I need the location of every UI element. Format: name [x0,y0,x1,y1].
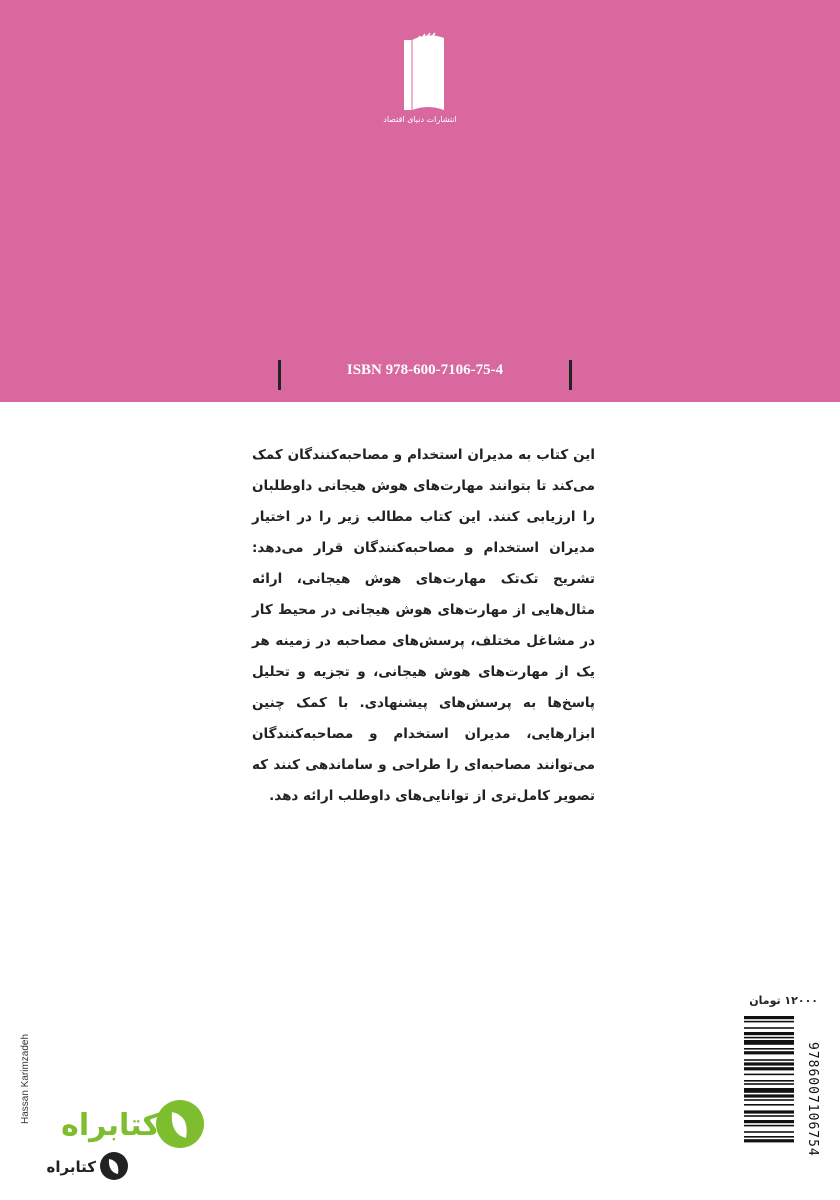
isbn-left-bar [278,360,281,390]
isbn-right-bar [569,360,572,390]
barcode-stripe [744,1136,794,1138]
ketabrah-leaf-icon [156,1100,204,1148]
cover-top-panel [0,0,840,402]
barcode-stripe [744,1080,794,1082]
barcode-stripe [744,1040,794,1045]
barcode-stripe [744,1104,794,1106]
barcode-stripe [744,1027,794,1029]
barcode-stripe [744,1059,794,1061]
barcode-stripe [744,1048,794,1050]
barcode-stripe [744,1083,794,1085]
barcode-stripe [744,1120,794,1123]
barcode-stripe [744,1088,794,1093]
barcode-digits: 9786007106754 [805,1041,820,1157]
publisher-name: انتشارات دنیای اقتصاد [383,115,457,124]
book-description: این کتاب به مدیران استخدام و مصاحبه‌کنندگان کمک می‌کند تا بتوانند مهارت‌های هوش هیجانی داوطلبان را ارزیابی کنند. این کتاب مطالب زیر را در اختیار مدیران استخدام و مصاحبه‌کنندگان قرار می‌دهد: تشریح تک‌تک مهارت‌های هوش هیجانی، ارائه مثال‌هایی از مهارت‌های هوش هیجانی در محیط کار در مشاغل مختلف، پرسش‌های مصاحبه در زمینه هر یک از مهارت‌های هوش هیجانی، و تجزیه و تحلیل پاسخ‌ها به پرسش‌های پیشنهادی. با کمک چنین ابزارهایی، مدیران استخدام و مصاحبه‌کنندگان می‌توانند مصاحبه‌ای را طراحی و ساماندهی کنند که تصویر کامل‌تری از توانایی‌های داوطلب ارائه دهد. [252,447,595,804]
barcode-stripe [744,1094,794,1097]
barcode-stripe [744,1032,794,1035]
barcode-stripe [744,1110,794,1113]
price-label: ۱۲۰۰۰ تومان [749,994,818,1007]
barcode-stripe [744,1139,794,1142]
barcode-stripe [744,1051,794,1054]
barcode-stripe [744,1067,794,1070]
barcode-stripe [744,1115,794,1117]
barcode-stripe [744,1016,794,1019]
barcode-stripe [744,1037,794,1039]
designer-credit: Hassan Karimzadeh [20,1033,31,1124]
barcode-stripe [744,1125,794,1127]
barcode-stripe [744,1074,794,1076]
ketabrah-brand-small: کتابراه [46,1158,96,1176]
barcode-stripe [744,1062,794,1065]
isbn-number: ISBN 978-600-7106-75-4 [346,362,504,378]
barcode-stripe [744,1099,794,1101]
ketabrah-brand-large: کتابراه [61,1108,160,1143]
barcode-stripe [744,1131,794,1133]
barcode-stripe [744,1021,794,1023]
